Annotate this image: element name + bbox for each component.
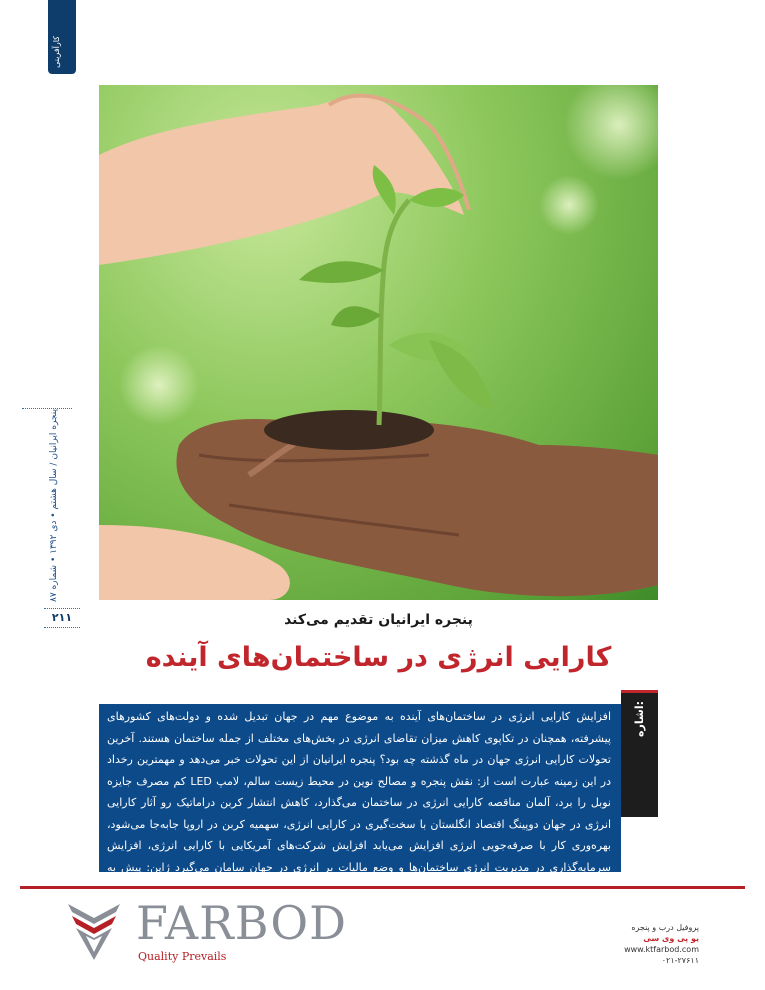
ad-title: پروفیل درب و پنجره — [631, 923, 699, 932]
side-divider — [22, 408, 72, 409]
upper-hand — [99, 97, 464, 265]
ad-website[interactable]: www.ktfarbod.com — [624, 945, 699, 954]
soil — [264, 410, 434, 450]
footer-divider — [20, 886, 745, 889]
ad-phone: ۰۲۱-۲۷۶۱۱ — [661, 956, 699, 965]
lead-label: اشاره: — [633, 701, 646, 737]
page-number: ۲۱۱ — [44, 608, 80, 628]
seedling-illustration — [99, 85, 658, 600]
leaf — [299, 261, 384, 283]
ad-product: یو پی وی سی — [643, 934, 699, 943]
brand-tagline: Quality Prevails — [138, 950, 227, 963]
lead-label-box — [621, 690, 658, 817]
section-tab-label: کارآفرینی — [52, 36, 61, 68]
brand-name: FARBOD — [136, 896, 348, 950]
article-title: کارایی انرژی در ساختمان‌های آینده — [145, 642, 612, 673]
side-caption: پنجره ایرانیان / سال هشتم • دی ۱۳۹۲ • شماره ۸۷ — [49, 409, 59, 602]
bokeh-light — [564, 85, 658, 180]
stem — [379, 200, 409, 425]
ad-details — [624, 922, 699, 966]
section-tab — [48, 0, 76, 74]
article-lead: افزایش کارایی انرژی در ساختمان‌های آینده به موضوع مهم در جهان تبدیل شده و دولت‌های کشورهای پیشرفته، همچنان در تکاپوی کاهش میزان تقاضای انرژی در بخش‌های مختلف از جمله ساختمان هستند. آخرین تحولات کارایی انرژی جهان در ماه گذشته چه بود؟ پنجره ایرانیان از این تحولات خبر می‌دهد و مهمترین رخداد در این زمینه عبارت است از: نقش پنجره و مصالح نوین در محیط زیست سالم، لامپ LED کم مصرف جایزه نوبل را برد، آلمان مناقصه کارایی انرژی در ساختمان می‌گذارد، کاهش انتشار کربن دراماتیک رو آثار کارایی انرژی در جهان دوپینگ اقتصاد انگلستان با سخت‌گیری در کارایی انرژی، سهمیه کربن در اروپا جابه‌جا می‌شود، بهره‌وری کار با صرفه‌جویی انرژی افزایش می‌یابد افزایش شرکت‌های آمریکایی با کارایی انرژی، افزایش سرمایه‌گذاری در مدیریت انرژی ساختمان‌ها و وضع مالیات بر انرژی در جهان سامان می‌گیرد ژاپن: پیش به — [99, 704, 621, 872]
article-kicker: پنجره ایرانیان تقدیم می‌کند — [284, 612, 473, 628]
hero-image — [99, 85, 658, 600]
farbod-logo-icon — [66, 900, 122, 962]
